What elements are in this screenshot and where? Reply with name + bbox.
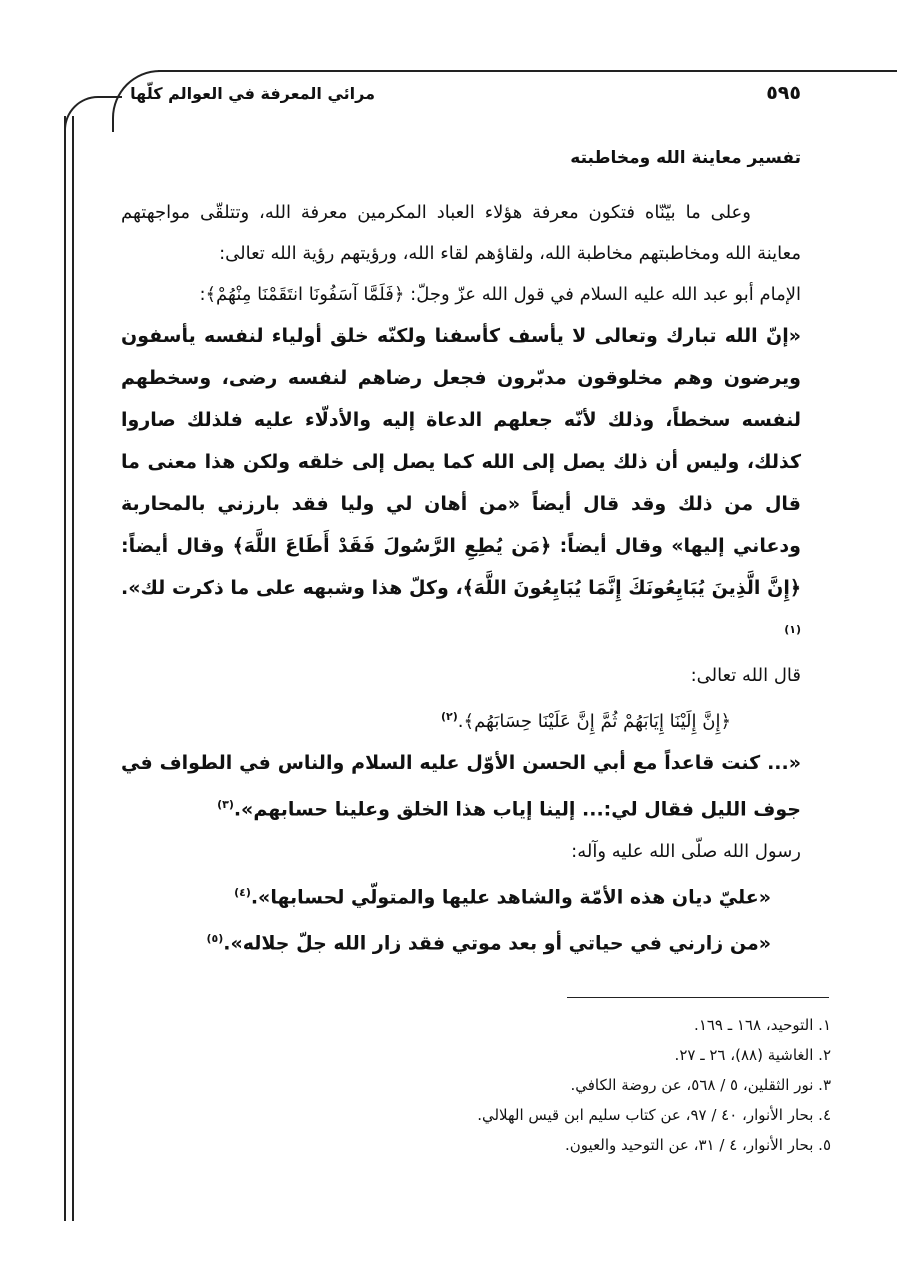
footnote-item: ٤. بحار الأنوار، ٤٠ / ٩٧، عن كتاب سليم ابن قيس الهلالي.	[477, 1106, 831, 1124]
imam-line: الإمام أبو عبد الله عليه السلام في قول الله عزّ وجلّ: ﴿فَلَمَّا آسَفُونَا انتَقَمْنَا مِنْهُمْ﴾:	[199, 284, 801, 305]
allah-said-line: قال الله تعالى:	[690, 665, 801, 687]
hadith-quote-3-text: «عليّ ديان هذه الأمّة والشاهد عليها والمتولّي لحسابها».	[250, 885, 771, 908]
page-number: ٥٩٥	[766, 82, 801, 104]
page-body	[121, 148, 801, 964]
hadith-quote-1-text: «إنّ الله تبارك وتعالى لا يأسف كأسفنا ولكنّه خلق أولياء لنفسه يأسفون ويرضون وهم مخلوقون مدبّرون فجعل رضاهم لنفسه رضى، وسخطهم لنفسه سخطاً، وذلك لأنّه جعلهم الدعاة إليه والأدلّاء عليه فلذلك صاروا كذلك، وليس أن ذلك يصل إلى الله كما يصل إلى خلقه ولكن هذا معنى ما قال من ذلك وقد قال أيضاً «من أهان لي وليا فقد بارزني بالمحاربة ودعاني إليها» وقال أيضاً: ﴿مَن يُطِعِ الرَّسُولَ فَقَدْ أَطَاعَ اللَّهَ﴾ وقال أيضاً: ﴿إِنَّ الَّذِينَ يُبَايِعُونَكَ إِنَّمَا يُبَايِعُونَ اللَّهَ﴾، وكلّ هذا وشبهه على ما ذكرت لك».	[121, 325, 801, 599]
hadith-quote-1	[121, 315, 801, 655]
footnotes	[231, 1010, 831, 1160]
hadith-quote-4-text: «من زارني في حياتي أو بعد موتي فقد زار الله جلّ جلاله».	[223, 932, 771, 955]
hadith-quote-3	[121, 872, 801, 918]
quran-verse	[121, 696, 801, 742]
section-heading: تفسير معاينة الله ومخاطبته	[570, 148, 801, 168]
hadith-quote-2	[121, 742, 801, 830]
footnote-ref-1: (١)	[784, 623, 801, 636]
prophet-line: رسول الله صلّى الله عليه وآله:	[571, 840, 801, 862]
header-rule	[158, 70, 897, 72]
footnote-ref-3: (٣)	[217, 798, 234, 812]
footnote-ref-2: (٢)	[441, 710, 458, 724]
hadith-quote-2-text: «... كنت قاعداً مع أبي الحسن الأوّل عليه السلام والناس في الطواف في جوف الليل فقال لي:... إلينا إياب هذا الخلق وعلينا حسابهم».	[121, 752, 801, 821]
quran-verse-text: ﴿إِنَّ إِلَيْنَا إِيَابَهُمْ ثُمَّ إِنَّ عَلَيْنَا حِسَابَهُم﴾.	[457, 711, 731, 733]
running-header-title: مرائي المعرفة في العوالم كلّها	[130, 84, 375, 103]
intro-paragraph: وعلى ما بيّنّاه فتكون معرفة هؤلاء العباد المكرمين معرفة الله، وتتلقّى مواجهتهم معاينة الله ومخاطبتهم مخاطبة الله، ولقاؤهم لقاء الله، ورؤيتهم رؤية الله تعالى:	[121, 202, 801, 264]
footnote-item: ٣. نور الثقلين، ٥ / ٥٦٨، عن روضة الكافي.	[570, 1076, 831, 1094]
footnote-separator	[567, 997, 829, 998]
hadith-quote-4	[121, 918, 801, 964]
footnote-item: ٢. الغاشية (٨٨)، ٢٦ ـ ٢٧.	[674, 1046, 831, 1064]
margin-rule-inner	[72, 116, 74, 1221]
footnote-ref-5: (٥)	[206, 931, 224, 945]
footnote-item: ١. التوحيد، ١٦٨ ـ ١٦٩.	[694, 1016, 831, 1034]
footnote-ref-4: (٤)	[234, 885, 251, 899]
footnote-item: ٥. بحار الأنوار، ٤ / ٣١، عن التوحيد والعيون.	[565, 1136, 831, 1154]
margin-rule-outer	[64, 116, 66, 1221]
